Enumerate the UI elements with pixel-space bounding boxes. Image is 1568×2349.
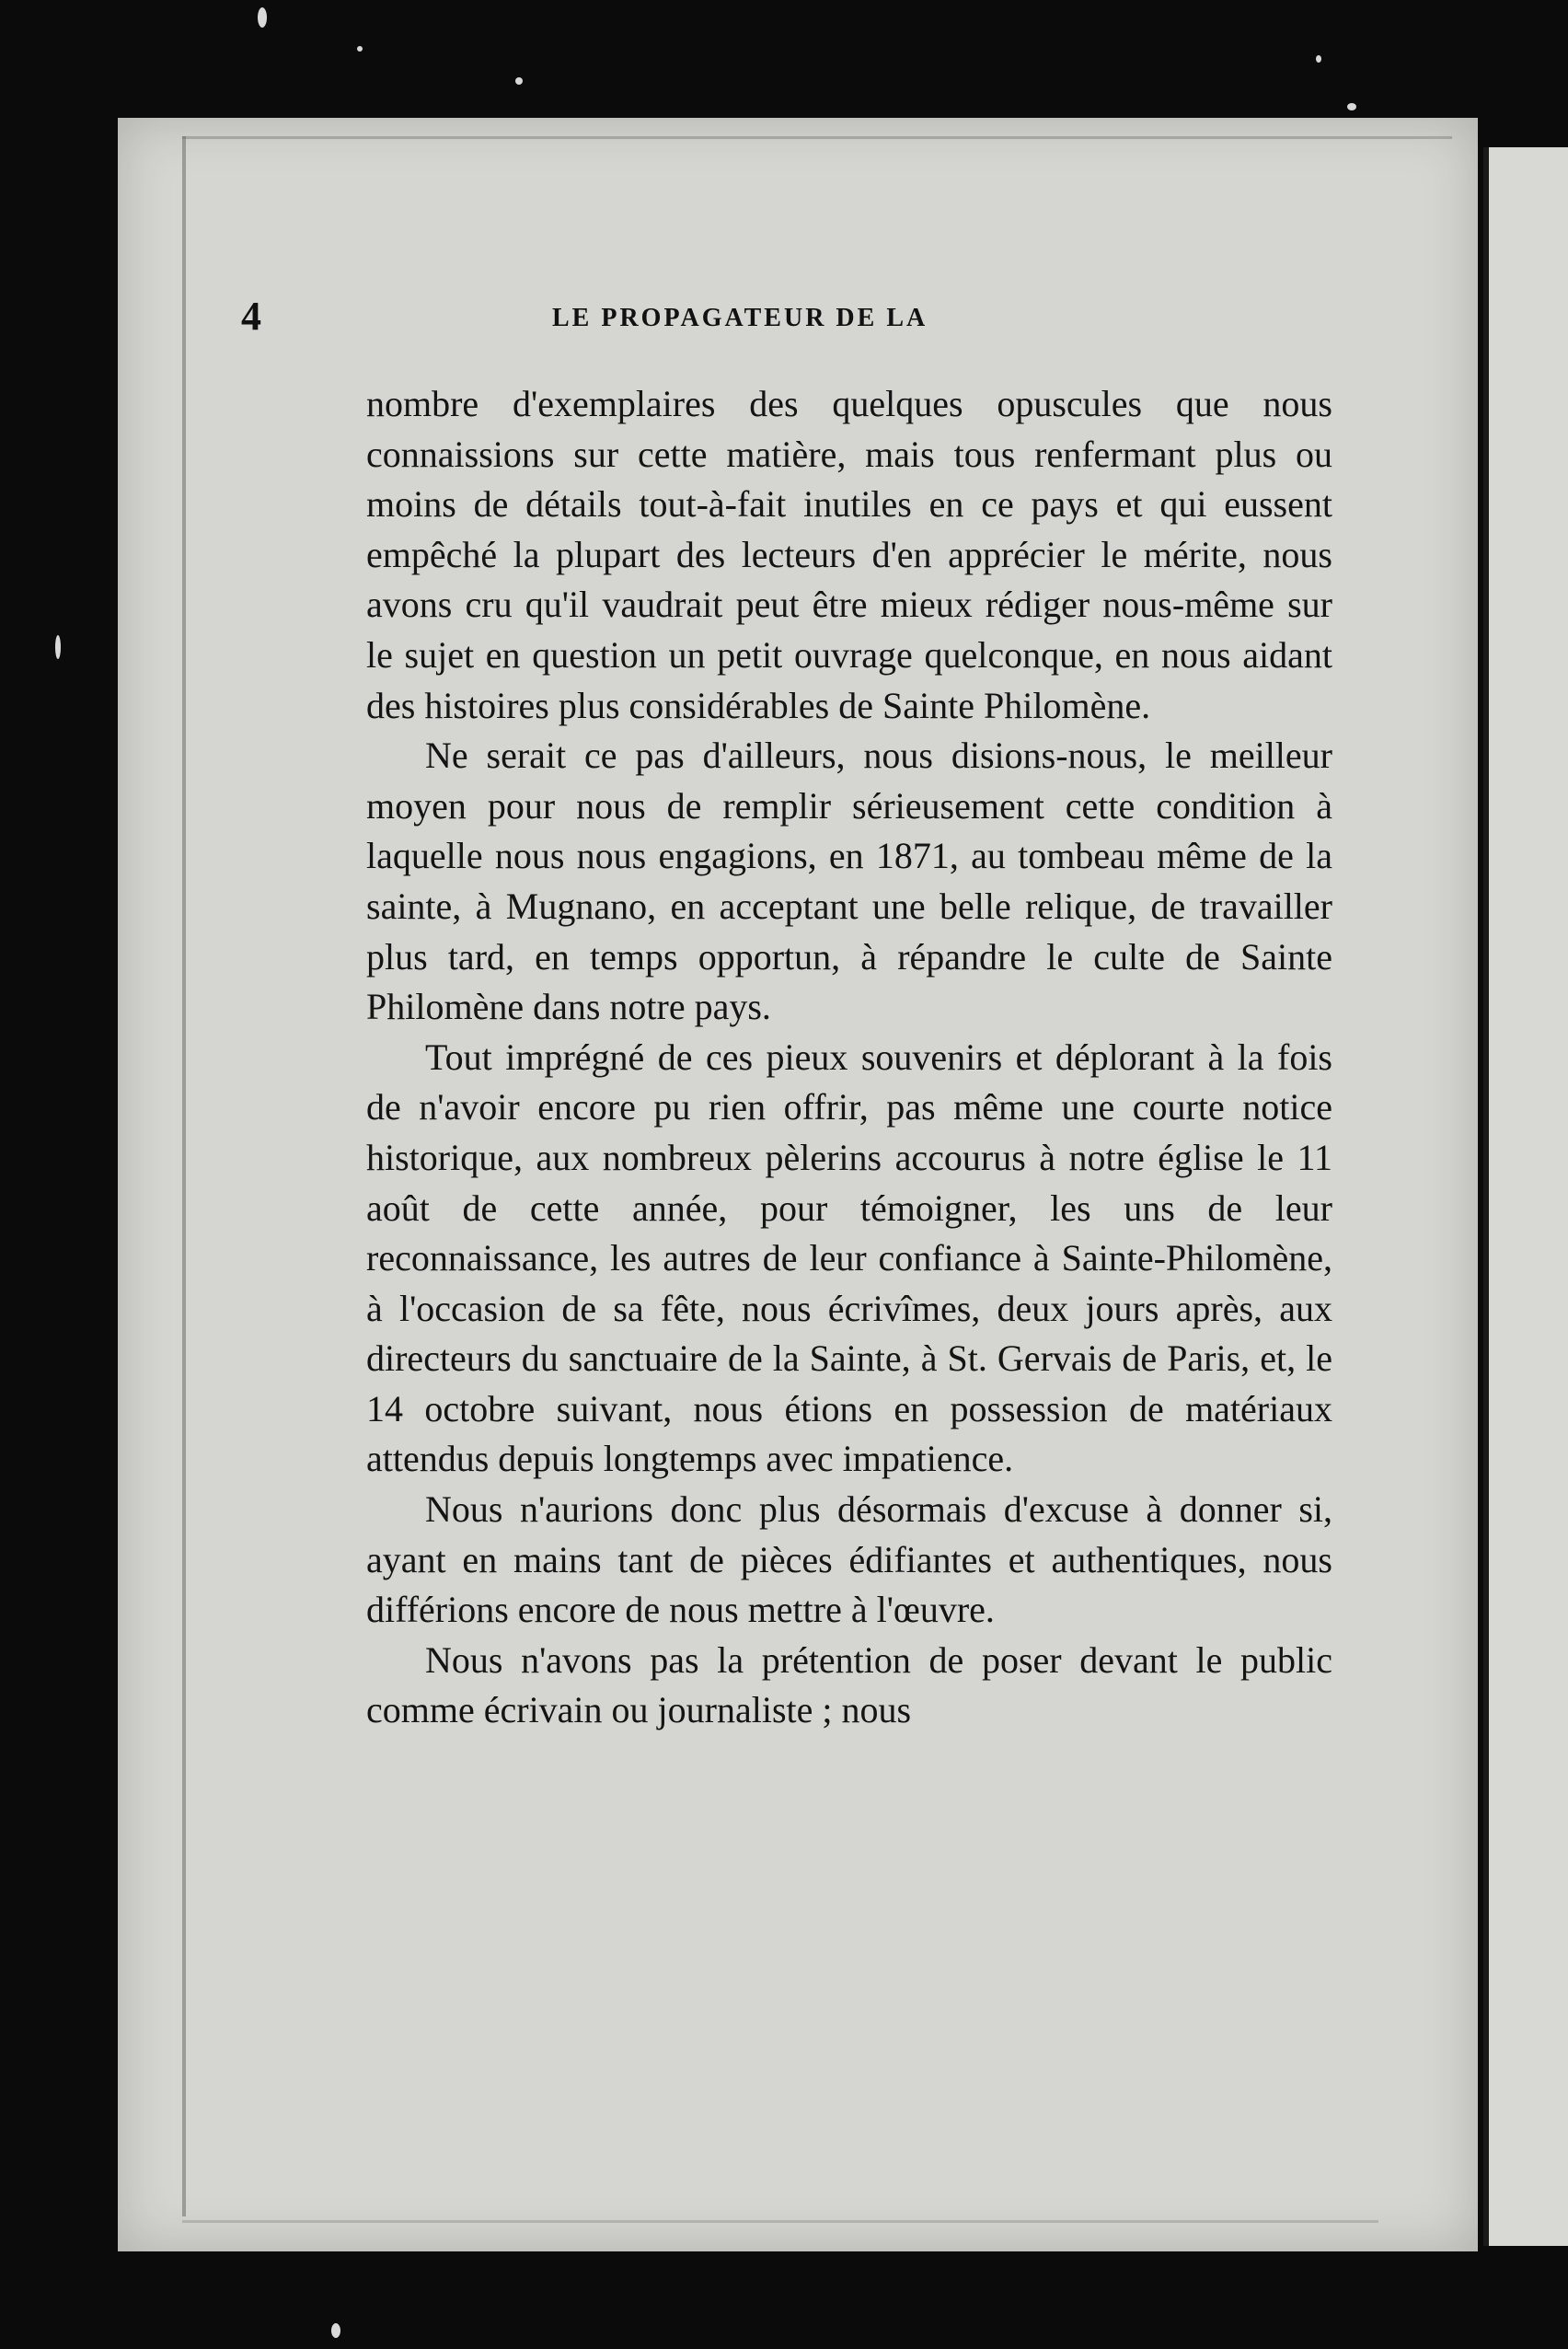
paragraph: Tout imprégné de ces pieux souvenirs et déplorant à la fois de n'avoir encore pu rien offrir, pas même une courte notice historique, aux nombreux pèlerins accourus à notre église le 11 août de cette année, pour témoigner, les uns de leur reconnaissance, les autres de leur confiance à Sainte-Philomène, à l'occasion de sa fête, nous écrivîmes, deux jours après, aux directeurs du sanctuaire de la Sainte, à St. Gervais de Paris, et, le 14 octobre suivant, nous étions en possession de matériaux attendus depuis longtemps avec impatience. [366,1036,1332,1480]
dust-speck [515,77,523,85]
dust-speck [331,2323,340,2338]
body-text [366,379,1332,1736]
paragraph: Nous n'aurions donc plus désormais d'excuse à donner si, ayant en mains tant de pièces édifiantes et authentiques, nous différions encore de nous mettre à l'œuvre. [366,1488,1332,1631]
running-head [241,293,1161,348]
page-bottom-edge [182,2220,1378,2223]
paragraph: nombre d'exemplaires des quelques opuscules que nous connaissions sur cette matière, mais tous renfermant plus ou moins de détails tout-à-fait inutiles en ce pays et qui eussent empêché la plupart des lecteurs d'en apprécier le mérite, nous avons cru qu'il vaudrait peut être mieux rédiger nous-même sur le sujet en question un petit ouvrage quelconque, en nous aidant des histoires plus considérables de Sainte Philomène. [366,383,1332,726]
adjacent-page-edge [1483,147,1568,2246]
page-top-edge [182,136,1452,139]
running-head-title: LE PROPAGATEUR DE LA [552,304,928,332]
dust-speck [357,46,363,52]
dust-speck [1347,103,1356,110]
dust-speck [258,7,267,28]
paragraph: Ne serait ce pas d'ailleurs, nous disions-nous, le meilleur moyen pour nous de remplir sérieusement cette condition à laquelle nous nous engagions, en 1871, au tombeau même de la sainte, à Mugnano, en acceptant une belle relique, de travailler plus tard, en temps opportun, à répandre le culte de Sainte Philomène dans notre pays. [366,735,1332,1028]
dust-speck [55,635,61,659]
page-number: 4 [241,294,261,339]
paragraph: Nous n'avons pas la prétention de poser devant le public comme écrivain ou journaliste ; nous [366,1638,1332,1731]
dust-speck [1316,55,1321,63]
page-edge-shadow [182,136,186,2216]
